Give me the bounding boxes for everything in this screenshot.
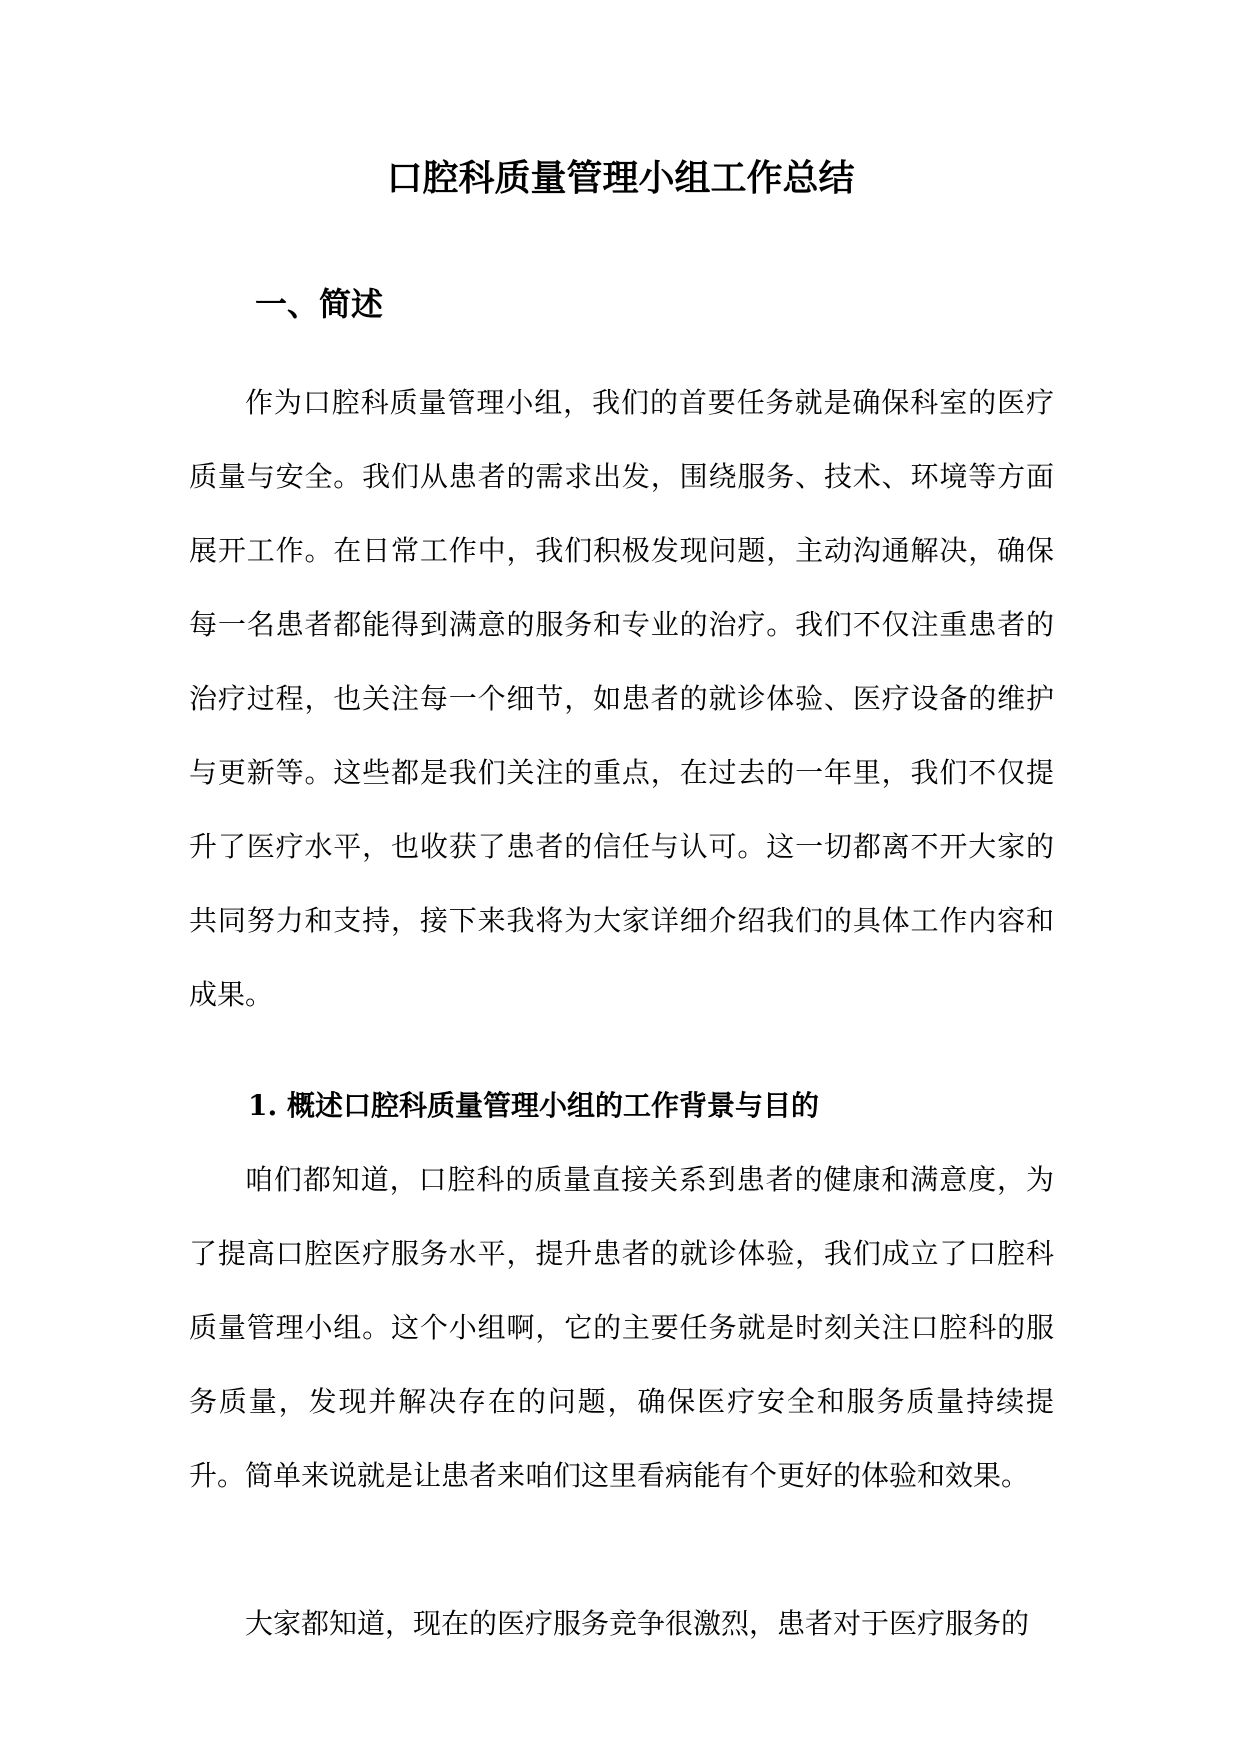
document-title: 口腔科质量管理小组工作总结 <box>386 157 855 199</box>
paragraph-competition: 大家都知道，现在的医疗服务竞争很激烈，患者对于医疗服务的 <box>245 1607 1030 1640</box>
paragraph-background: 咱们都知道，口腔科的质量直接关系到患者的健康和满意度，为了提高口腔医疗服务水平，提升患者的就诊体验，我们成立了口腔科质量管理小组。这个小组啊，它的主要任务就是时刻关注口腔科的服务质量，发现并解决存在的问题，确保医疗安全和服务质量持续提升。简单来说就是让患者来咱们这里看病能有个更好的体验和效果。 <box>189 1163 1054 1492</box>
section-heading-overview: 一、简述 <box>255 285 384 323</box>
subsection-heading-background: 1. 概述口腔科质量管理小组的工作背景与目的 <box>248 1089 819 1122</box>
paragraph-overview: 作为口腔科质量管理小组，我们的首要任务就是确保科室的医疗质量与安全。我们从患者的需求出发，围绕服务、技术、环境等方面展开工作。在日常工作中，我们积极发现问题，主动沟通解决，确保每一名患者都能得到满意的服务和专业的治疗。我们不仅注重患者的治疗过程，也关注每一个细节，如患者的就诊体验、医疗设备的维护与更新等。这些都是我们关注的重点，在过去的一年里，我们不仅提升了医疗水平，也收获了患者的信任与认可。这一切都离不开大家的共同努力和支持，接下来我将为大家详细介绍我们的具体工作内容和成果。 <box>189 386 1054 1011</box>
